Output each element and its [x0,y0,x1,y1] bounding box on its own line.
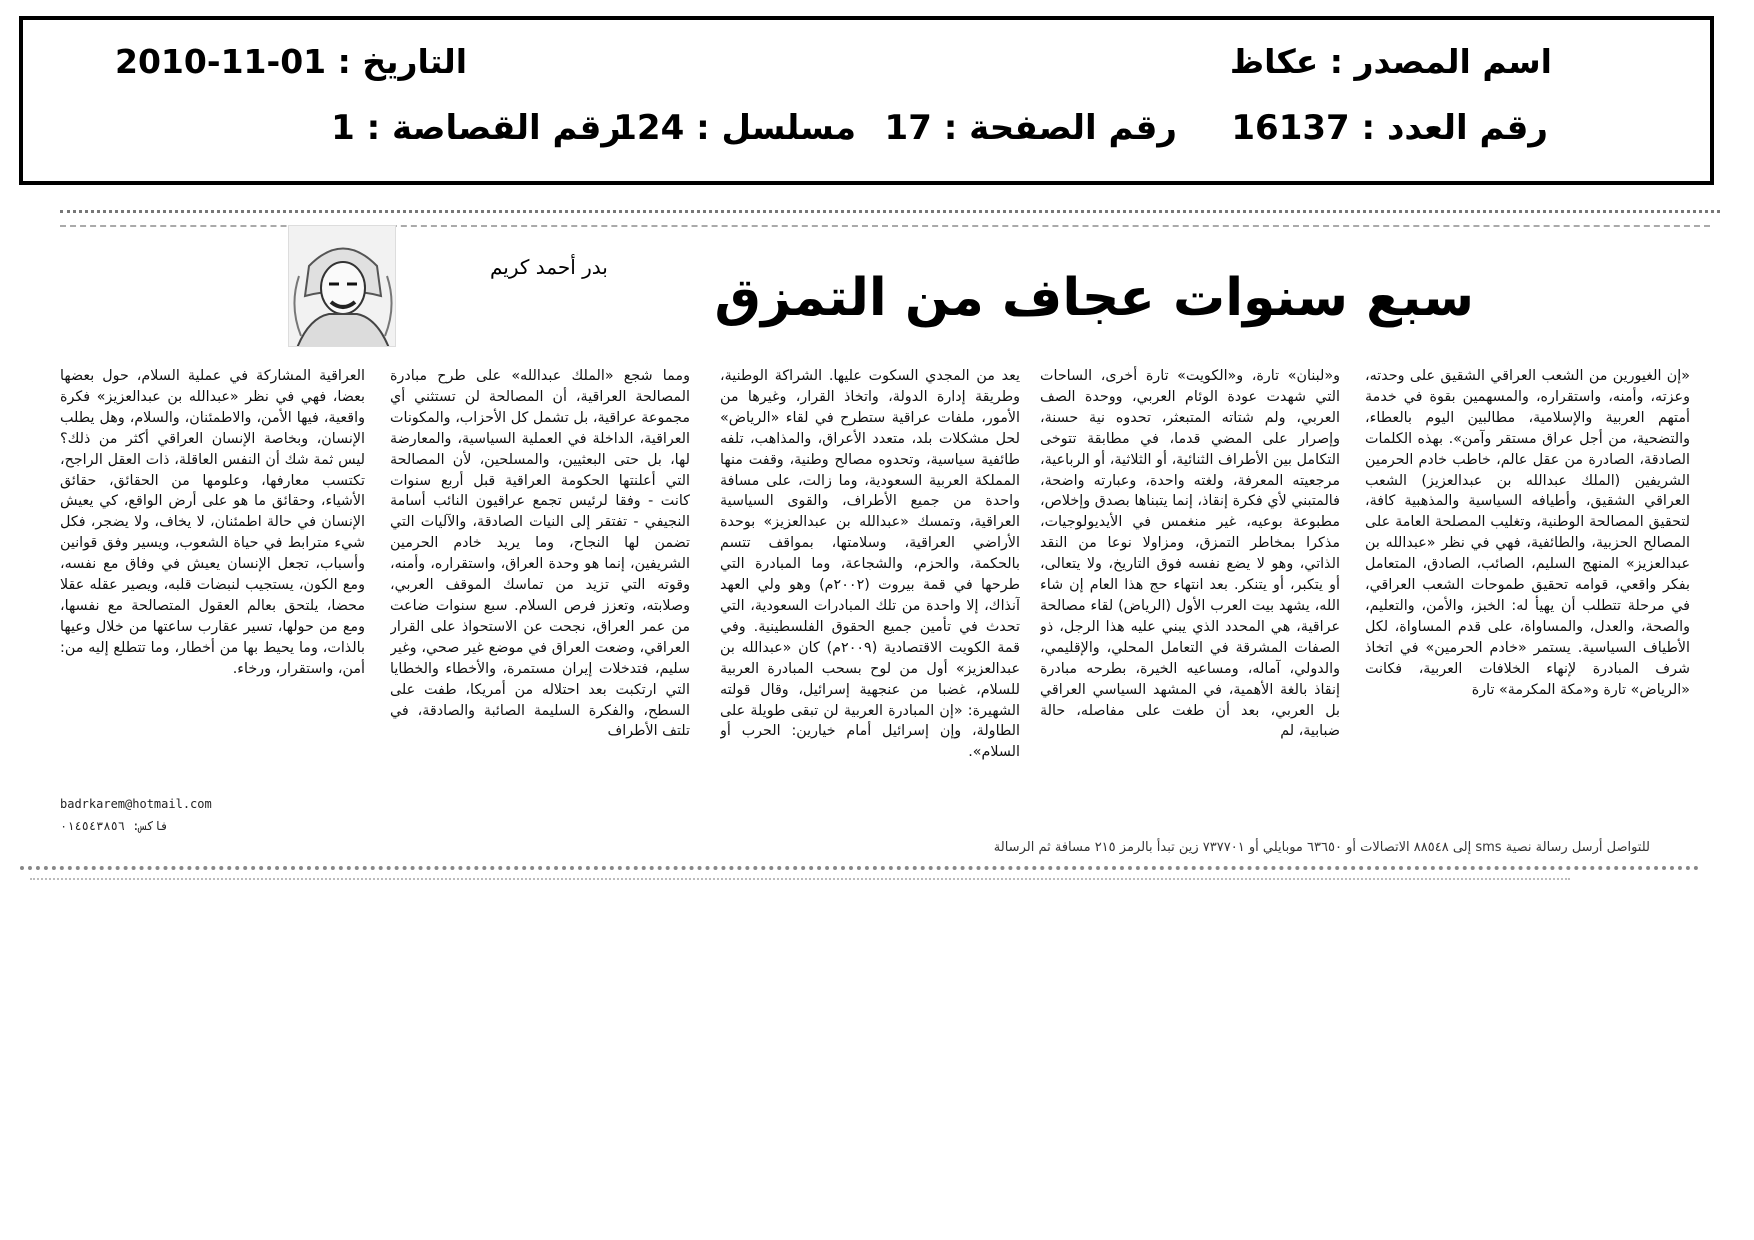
metadata-header-box [19,16,1714,185]
article-column-1 [1365,366,1690,818]
column-4-text: ومما شجع «الملك عبدالله» على طرح مبادرة المصالحة العراقية، أن المصالحة لن تستثني أي مجموعة عراقية، بل تشمل كل الأحزاب، والمكونات العراقية، الداخلة في العملية السياسية، والمعارضة لها، بل حتى البعثيين، والمسلحين، لأن المصالحة التي أعلنتها الحكومة العراقية قبل أربع سنوات كانت - وفقا لرئيس تجمع عراقيون النائب أسامة النجيفي - تفتقر إلى النيات الصادقة، والآليات التي تضمن لها النجاح، وما يريد خادم الحرمين الشريفين، إنما هو وحدة العراق، واستقراره، وأمنه، وقوته التي تزيد من تماسك الموقف العربي، وصلابته، وتعزز فرص السلام. سبع سنوات ضاعت من عمر العراق، نجحت عن الاستحواذ على القرار العراقي، وضعت العراق في موضع غير صحي، وغير سليم، فتدخلات إيران مستمرة، والأخطاء والخطايا التي ارتكبت بعد احتلاله من أمريكا، طفت على السطح، والفكرة السليمة الصائبة والصادقة، في تلتف الأطراف [390,368,690,740]
source-name: اسم المصدر : عكاظ [1229,42,1552,81]
date: التاريخ : 01-11-2010 [115,42,468,81]
sms-contact-note: للتواصل أرسل رسالة نصية sms إلى ٨٨٥٤٨ الاتصالات أو ٦٣٦٥٠ موبايلي أو ٧٣٧٧٠١ زين تبدأ بالرمز ٢١٥ مسافة ثم الرسالة [993,840,1650,855]
author-fax: فاكس: ٠١٤٥٤٣٨٥٦ [60,819,169,833]
author-name: بدر أحمد كريم [490,255,608,279]
clip-number: رقم القصاصة : 1 [331,108,621,148]
serial-number: مسلسل : 124 [613,108,856,148]
column-3-text: يعد من المجدي السكوت عليها. الشراكة الوطنية، وطريقة إدارة الدولة، واتخاذ القرار، وغيرها من الأمور، ملفات عراقية ستطرح في لقاء «الرياض» لحل مشكلات بلد، متعدد الأعراق، والمذاهب، تلفه طائفية سياسية، وتحدوه مصالح وطنية، وقفت منها المملكة العربية السعودية، وما زالت، على مسافة واحدة من جميع الأطراف، والقوى السياسية العراقية، وتمسك «عبدالله بن عبدالعزيز» بوحدة الأراضي العراقية، وسلامتها، بمواقف تتسم بالحكمة، والحزم، والشجاعة، وما المبادرة التي طرحها في قمة بيروت (٢٠٠٢م) وهو ولي العهد آنذاك، إلا واحدة من تلك المبادرات السعودية، التي تحدث في تأمين جميع الحقوق الفلسطينية. وفي قمة الكويت الاقتصادية (٢٠٠٩م) كان «عبدالله بن عبدالعزيز» أول من لوح بسحب المبادرة العربية للسلام، غضبا من عنجهية إسرائيل، وقال قولته الشهيرة: «إن المبادرة العربية لن تبقى طويلة على الطاولة، وإن إسرائيل أمام خيارين: الحرب أو السلام». [720,368,1020,761]
article-column-3 [720,366,1020,818]
article-headline: سبع سنوات عجاف من التمزق [714,268,1474,328]
article-column-5 [60,366,365,711]
column-5-text: العراقية المشاركة في عملية السلام، حول بعضها بعضا، فهي في نظر «عبدالله بن عبدالعزيز» فكرة واقعية، فيها الأمن، والاطمئنان، والسلام، وهل يطلب الإنسان، وبخاصة الإنسان العراقي أكثر من ذلك؟ ليس ثمة شك أن النفس العاقلة، ذات العقل الراجح، تكتسب معارفها، وعلومها من الحقائق، حقائق الأشياء، وحقائق ما هو على أرض الواقع، كي يعيش الإنسان في حالة اطمئنان، لا يخاف، ولا يضجر، فكل شيء مترابط في حياة الشعوب، ويسير وفق قوانين وأسباب، تجعل الإنسان يعيش في وفاق مع نفسه، ومع الكون، يستجيب لنبضات قلبه، ويصير عقله عقلا محضا، يلتحق بعالم العقول المتصالحة مع نفسها، ومع من حولها، تسير عقارب ساعتها من خلال وعيها بالذات، وما يحيط بها من أخطار، وما تتطلع إليه من: أمن، واستقرار، ورخاء. [60,368,365,677]
page-number: رقم الصفحة : 17 [884,108,1177,148]
column-1-text: «إن الغيورين من الشعب العراقي الشقيق على وحدته، وعزته، وأمنه، واستقراره، والمسهمين بقوة في خدمة أمتهم العربية والإسلامية، مطالبين اليوم بالعطاء، والتضحية، من أجل عراق مستقر وآمن». بهذه الكلمات الصادقة، الصادرة من عقل عالم، خاطب خادم الحرمين الشريفين (الملك عبدالله بن عبدالعزيز) الشعب العراقي الشقيق، وأطيافه السياسية والمذهبية كافة، لتحقيق المصالحة الوطنية، وتغليب المصلحة العامة على المصالح الحزبية، والطائفية، فهي في نظر «عبدالله بن عبدالعزيز» المنهج السليم، الصائب، الصادق، المتعامل بفكر واقعي، قوامه تحقيق طموحات الشعب العراقي، في مرحلة تتطلب أن يهيأ له: الخبز، والأمن، والتعليم، والصحة، والعدل، والمساواة، على قدم المساواة، لكل الأطياف السياسية. يستمر «خادم الحرمين» في اتخاذ شرف المبادرة لإنهاء الخلافات العربية، فكانت «الرياض» تارة و«مكة المكرمة» تارة [1365,368,1690,698]
article-column-4 [390,366,690,818]
author-email: badrkarem@hotmail.com [60,797,212,811]
clipping-top-border [60,210,1720,213]
clipping-bottom-border [20,866,1700,870]
column-2-text: و«لبنان» تارة، و«الكويت» تارة أخرى، الساحات التي شهدت عودة الوئام العربي، ووحدة الصف العربي، ولم شتاته المتبعثر، تحدوه نية حسنة، وإصرار على المضي قدما، في مطابقة تتوخى التكامل بين الأطراف الثنائية، أو الثلاثية، أو الرباعية، مرجعيته المعرفة، ولغته واحدة، وعبارته واضحة، فالمتبني لأي فكرة إنقاذ، إنما يتبناها بصدق وإخلاص، مطبوعة بوعيه، غير منغمس في الأيديولوجيات، مذكرا بمخاطر التمزق، ومزاولا نوعا من النقد الذاتي، وهو لا يضع نفسه فوق التاريخ، ولا يتعالى، أو يتكبر، أو يتنكر. بعد انتهاء حج هذا العام إن شاء الله، يشهد بيت العرب الأول (الرياض) لقاء مصالحة عراقية، هي المحدد الذي يبني عليه هذا الرجل، ذو الصفات المشرقة في التعامل المحلي، والإقليمي، والدولي، آماله، ومساعيه الخيرة، بطرحه مبادرة إنقاذ بالغة الأهمية، في المشهد السياسي العراقي بل العربي، بعد أن طغت على مفاصله، حالة ضبابية، لم [1040,368,1340,740]
author-photo [288,225,396,347]
author-contact [60,793,365,837]
clipping-bottom-border-secondary [30,878,1570,880]
article-column-2 [1040,366,1340,818]
issue-number: رقم العدد : 16137 [1231,108,1548,148]
